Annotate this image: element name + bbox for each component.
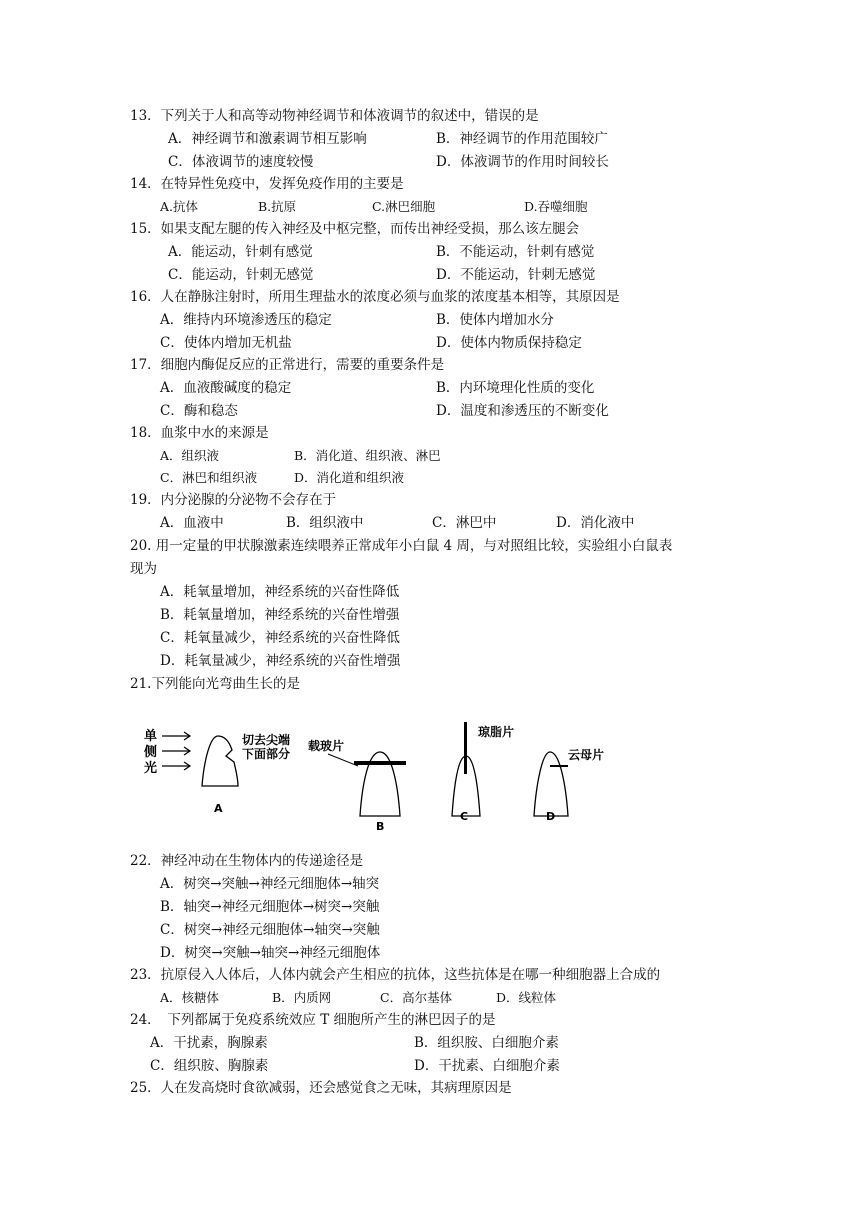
light-label-2: 侧 <box>144 745 158 760</box>
question-20-stem: 20. 用一定量的甲状腺激素连续喂养正常成年小白鼠 4 周，与对照组比较，实验组小白鼠表 <box>130 538 673 554</box>
question-19-option-d: D．消化液中 <box>556 515 635 531</box>
question-17-option-c: C．酶和稳态 <box>160 403 238 419</box>
light-label-3: 光 <box>144 761 158 776</box>
question-23-stem: 23．抗原侵入人体后，人体内就会产生相应的抗体，这些抗体是在哪一种细胞器上合成的 <box>130 967 661 983</box>
label-a: A <box>214 802 223 815</box>
question-18-option-d: D．消化道和组织液 <box>294 470 405 485</box>
question-15-option-c: C．能运动，针刺无感觉 <box>168 267 314 283</box>
light-label-1: 单 <box>144 729 158 744</box>
glass-slide-label: 载玻片 <box>308 739 345 753</box>
question-18-option-a: A．组织液 <box>160 448 220 463</box>
question-14-stem: 14．在特异性免疫中，发挥免疫作用的主要是 <box>130 176 404 192</box>
glass-slide-leader-line <box>328 754 358 766</box>
mica-label: 云母片 <box>568 748 605 762</box>
question-23-option-d: D．线粒体 <box>496 990 557 1005</box>
question-22-stem: 22．神经冲动在生物体内的传递途径是 <box>130 853 364 869</box>
question-18-option-b: B．消化道、组织液、淋巴 <box>294 448 441 463</box>
question-20-option-a: A．耗氧量增加，神经系统的兴奋性降低 <box>160 584 400 600</box>
label-c: C <box>460 810 469 823</box>
question-24-option-b: B．组织胺、白细胞介素 <box>414 1035 559 1051</box>
question-15-stem: 15．如果支配左腿的传入神经及中枢完整，而传出神经受损，那么该左腿会 <box>130 221 580 237</box>
question-14-option-d: D.吞噬细胞 <box>524 199 588 214</box>
coleoptile-a-shape <box>202 736 238 786</box>
question-23-option-a: A．核糖体 <box>160 990 220 1005</box>
question-18-option-c: C．淋巴和组织液 <box>160 470 258 485</box>
question-24-option-c: C．组织胺、胸腺素 <box>150 1058 269 1074</box>
question-20-option-c: C．耗氧量减少，神经系统的兴奋性降低 <box>160 630 400 646</box>
question-13-option-d: D．体液调节的作用时间较长 <box>436 154 609 170</box>
cut-label-1: 切去尖端 <box>242 733 291 747</box>
label-d: D <box>546 810 556 823</box>
question-25-stem: 25．人在发高烧时食欲减弱，还会感觉食之无味，其病理原因是 <box>130 1080 512 1096</box>
question-15-option-a: A．能运动，针刺有感觉 <box>168 244 313 260</box>
question-13-option-a: A．神经调节和激素调节相互影响 <box>168 131 367 147</box>
question-23-option-c: C．高尔基体 <box>380 990 453 1005</box>
question-24-stem: 24． 下列都属于免疫系统效应 T 细胞所产生的淋巴因子的是 <box>130 1012 496 1028</box>
question-16-option-c: C．使体内增加无机盐 <box>160 335 292 351</box>
question-23-option-b: B．内质网 <box>272 990 332 1005</box>
coleoptile-d-shape <box>534 752 568 816</box>
question-19-option-c: C．淋巴中 <box>432 515 497 531</box>
agar-label: 琼脂片 <box>478 725 515 739</box>
question-22-option-a: A．树突→突触→神经元细胞体→轴突 <box>160 876 380 892</box>
question-17-stem: 17．细胞内酶促反应的正常进行，需要的重要条件是 <box>130 357 445 373</box>
question-14-option-c: C.淋巴细胞 <box>372 199 436 214</box>
question-14-option-a: A.抗体 <box>160 199 199 214</box>
cut-label-2: 下面部分 <box>242 747 291 761</box>
agar-block-shape <box>464 722 467 774</box>
question-22-option-c: C．树突→神经元细胞体→轴突→突触 <box>160 922 380 938</box>
question-13-option-b: B．神经调节的作用范围较广 <box>436 131 608 147</box>
question-17-option-b: B．内环境理化性质的变化 <box>436 380 595 396</box>
question-15-option-b: B．不能运动，针刺有感觉 <box>436 244 595 260</box>
light-arrows <box>162 732 190 770</box>
question-18-stem: 18．血浆中水的来源是 <box>130 425 269 441</box>
glass-slide-shape <box>354 761 406 765</box>
question-24-option-a: A．干扰素，胸腺素 <box>150 1035 268 1051</box>
question-19-stem: 19．内分泌腺的分泌物不会存在于 <box>130 492 337 508</box>
question-22-option-b: B．轴突→神经元细胞体→树突→突触 <box>160 899 380 915</box>
question-17-option-a: A．血液酸碱度的稳定 <box>160 380 292 396</box>
question-20-option-b: B．耗氧量增加，神经系统的兴奋性增强 <box>160 607 400 623</box>
phototropism-figure <box>130 716 630 836</box>
question-20-option-d: D．耗氧量减少，神经系统的兴奋性增强 <box>160 653 401 669</box>
question-19-option-b: B．组织液中 <box>286 515 364 531</box>
question-16-option-d: D．使体内物质保持稳定 <box>436 335 582 351</box>
question-22-option-d: D．树突→突触→轴突→神经元细胞体 <box>160 945 381 961</box>
question-16-stem: 16．人在静脉注射时，所用生理盐水的浓度必须与血浆的浓度基本相等，其原因是 <box>130 289 620 305</box>
question-16-option-b: B．使体内增加水分 <box>436 312 554 328</box>
question-21-stem: 21.下列能向光弯曲生长的是 <box>130 676 300 692</box>
question-15-option-d: D．不能运动，针刺无感觉 <box>436 267 596 283</box>
question-20-stem-continued: 现为 <box>130 561 157 577</box>
question-14-option-b: B.抗原 <box>258 199 297 214</box>
question-16-option-a: A．维持内环境渗透压的稳定 <box>160 312 332 328</box>
question-13-stem: 13．下列关于人和高等动物神经调节和体液调节的叙述中，错误的是 <box>130 108 539 124</box>
question-13-option-c: C．体液调节的速度较慢 <box>168 154 314 170</box>
label-b: B <box>376 820 385 833</box>
question-19-option-a: A．血液中 <box>160 515 224 531</box>
question-17-option-d: D．温度和渗透压的不断变化 <box>436 403 609 419</box>
question-24-option-d: D．干扰素、白细胞介素 <box>414 1058 560 1074</box>
